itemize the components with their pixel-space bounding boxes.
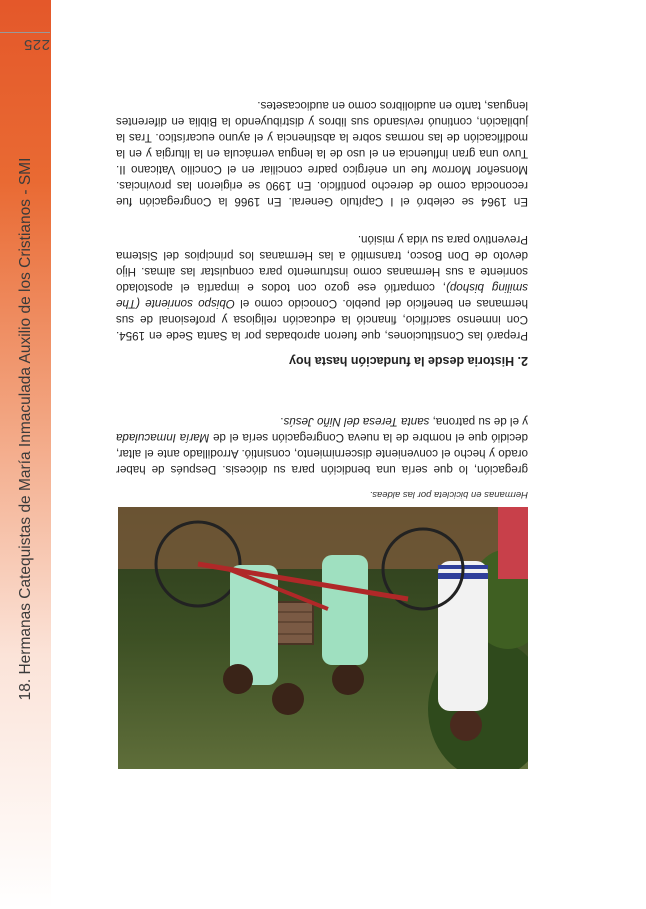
intro-text-1: gregación, lo que sería una bendición para su diócesis. Después de haber orado y hecho el conveniente discernimiento, consintió. Arrodillado ante el altar, decidió que el nombre de la nueva Congregación sería el de [116,431,528,476]
running-title: 18. Hermanas Catequistas de María Inmaculada Auxilio de los Cristianos - SMI [17,157,34,701]
page-number-rule [0,32,50,33]
photo-caption: Hermanas en bicicleta por las aldeas. [369,489,528,500]
paragraph-1-italic: Obispo sonriente (The smiling bishop) [116,281,528,310]
photo-illustration [118,507,528,769]
paragraph-1-text-2: , compartió ese gozo con todos e impartía el apostolado sonriente a sus Hermanas como instrumento para conquistar las almas. Hijo devoto de Don Bosco, transmitió a las Hermanas los principios del Sistema Preventivo para su vida y misión. [116,233,528,294]
intro-italic-1: María Inmaculada [116,431,210,444]
paragraph-1-text-1: Preparó las Constituciones, que fueron aprobadas por la Santa Sede en 1954. Con inmenso sacrificio, financió la educación religiosa y profesional de sus hermanas en beneficio del pueblo. Conocido como el [116,297,528,342]
intro-text-3: . [280,415,284,428]
intro-italic-2: santa Teresa del Niño Jesús [283,415,430,428]
photo-sisters-on-bicycles [118,507,528,769]
intro-text-2: y el de su patrona, [429,415,528,428]
paragraph-2: En 1964 se celebró el I Capítulo General. En 1966 la Congregación fue reconocida como de derecho pontificio. En 1990 se erigieron las provincias. Monseñor Morrow fue un enérgico padre conciliar en el Concilio Vaticano II. Tuvo una gran influencia en el uso de la lengua vernácula en la liturgia y en la modificación de las normas sobre la abstinencia y el ayuno eucarístico. Tras la jubilación, continuó revisando sus libros y distribuyendo la Biblia en diferentes lenguas, tanto en audiolibros como en audiocasetes. [116,99,528,208]
paragraph-1 [116,231,528,343]
page-number: 225 [23,36,50,53]
section-heading: 2. Historia desde la fundación hasta hoy [289,354,528,368]
intro-paragraph [116,413,528,477]
